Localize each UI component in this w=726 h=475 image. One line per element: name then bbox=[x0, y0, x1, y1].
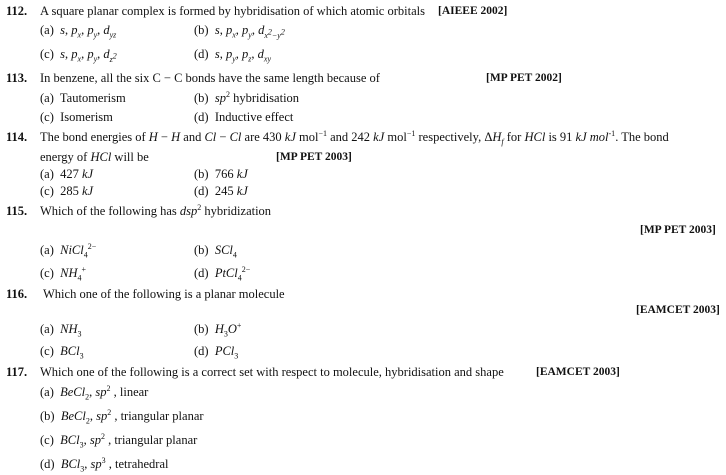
question-source: [EAMCET 2003] bbox=[636, 304, 720, 316]
question-source: [MP PET 2002] bbox=[486, 72, 562, 84]
option-c: (c) Isomerism bbox=[40, 110, 113, 124]
question-number: 114. bbox=[6, 130, 28, 144]
question-source: [AIEEE 2002] bbox=[438, 5, 508, 17]
option-d: (d) PCl$_3$ bbox=[194, 344, 239, 361]
question-number: 112. bbox=[6, 4, 28, 18]
question-text: In benzene, all the six C − C bonds have the same length because of bbox=[40, 71, 380, 85]
question-number: 117. bbox=[6, 365, 28, 379]
option-c: (c) s, $p_x$, $p_y$, $d_{z^2}$ bbox=[40, 47, 117, 64]
option-a: (a) Tautomerism bbox=[40, 91, 126, 105]
question-number: 116. bbox=[6, 287, 28, 301]
option-d: (d) Inductive effect bbox=[194, 110, 294, 124]
option-b: (b) s, $p_x$, $p_y$, $d_{x^2-y^2}$ bbox=[194, 23, 285, 40]
option-b: (b) $sp^2$ hybridisation bbox=[194, 89, 300, 105]
option-a: (a) 427 kJ bbox=[40, 167, 94, 181]
option-b: (b) SCl$_4$ bbox=[194, 243, 237, 260]
question-text: A square planar complex is formed by hybridisation of which atomic orbitals bbox=[40, 4, 425, 18]
question-source: [MP PET 2003] bbox=[640, 224, 716, 236]
option-d: (d) 245 kJ bbox=[194, 184, 248, 198]
question-text: Which one of the following is a planar molecule bbox=[43, 287, 285, 301]
option-d: (d) BCl$_3$, $sp^3$ , tetrahedral bbox=[40, 455, 169, 474]
question-number: 113. bbox=[6, 71, 28, 85]
option-a: (a) s, $p_x$, $p_y$, $d_{yz}$ bbox=[40, 23, 117, 40]
question-source: [EAMCET 2003] bbox=[536, 366, 620, 378]
question-source: [MP PET 2003] bbox=[276, 151, 352, 163]
option-a: (a) NiCl$_4^{2-}$ bbox=[40, 241, 97, 260]
option-d: (d) s, $p_y$, $p_z$, $d_{xy}$ bbox=[194, 47, 271, 64]
question-text: The bond energies of H − H and Cl − Cl are 430 kJ mol$^{-1}$ and 242 kJ mol$^{-1}$ respectively, $\Delta H_f$ for HCl is 91 kJ mol$^{-1}$. The bond bbox=[40, 128, 669, 147]
option-b: (b) $H_3O^+$ bbox=[194, 320, 242, 339]
option-a: (a) $NH_3$ bbox=[40, 322, 82, 339]
question-number: 115. bbox=[6, 204, 28, 218]
option-c: (c) BCl$_3$, $sp^2$ , triangular planar bbox=[40, 431, 198, 450]
option-c: (c) BCl$_3$ bbox=[40, 344, 84, 361]
option-b: (b) BeCl$_2$, $sp^2$ , triangular planar bbox=[40, 407, 204, 426]
question-text: Which one of the following is a correct set with respect to molecule, hybridisation and shape bbox=[40, 365, 504, 379]
question-text-continued: energy of HCl will be bbox=[40, 150, 149, 164]
question-text: Which of the following has dsp$^2$ hybridization bbox=[40, 202, 272, 218]
option-c: (c) $NH_4^+$ bbox=[40, 264, 87, 283]
option-d: (d) PtCl$_4^{2-}$ bbox=[194, 264, 251, 283]
option-b: (b) 766 kJ bbox=[194, 167, 248, 181]
option-c: (c) 285 kJ bbox=[40, 184, 94, 198]
option-a: (a) BeCl$_2$, $sp^2$ , linear bbox=[40, 383, 149, 402]
